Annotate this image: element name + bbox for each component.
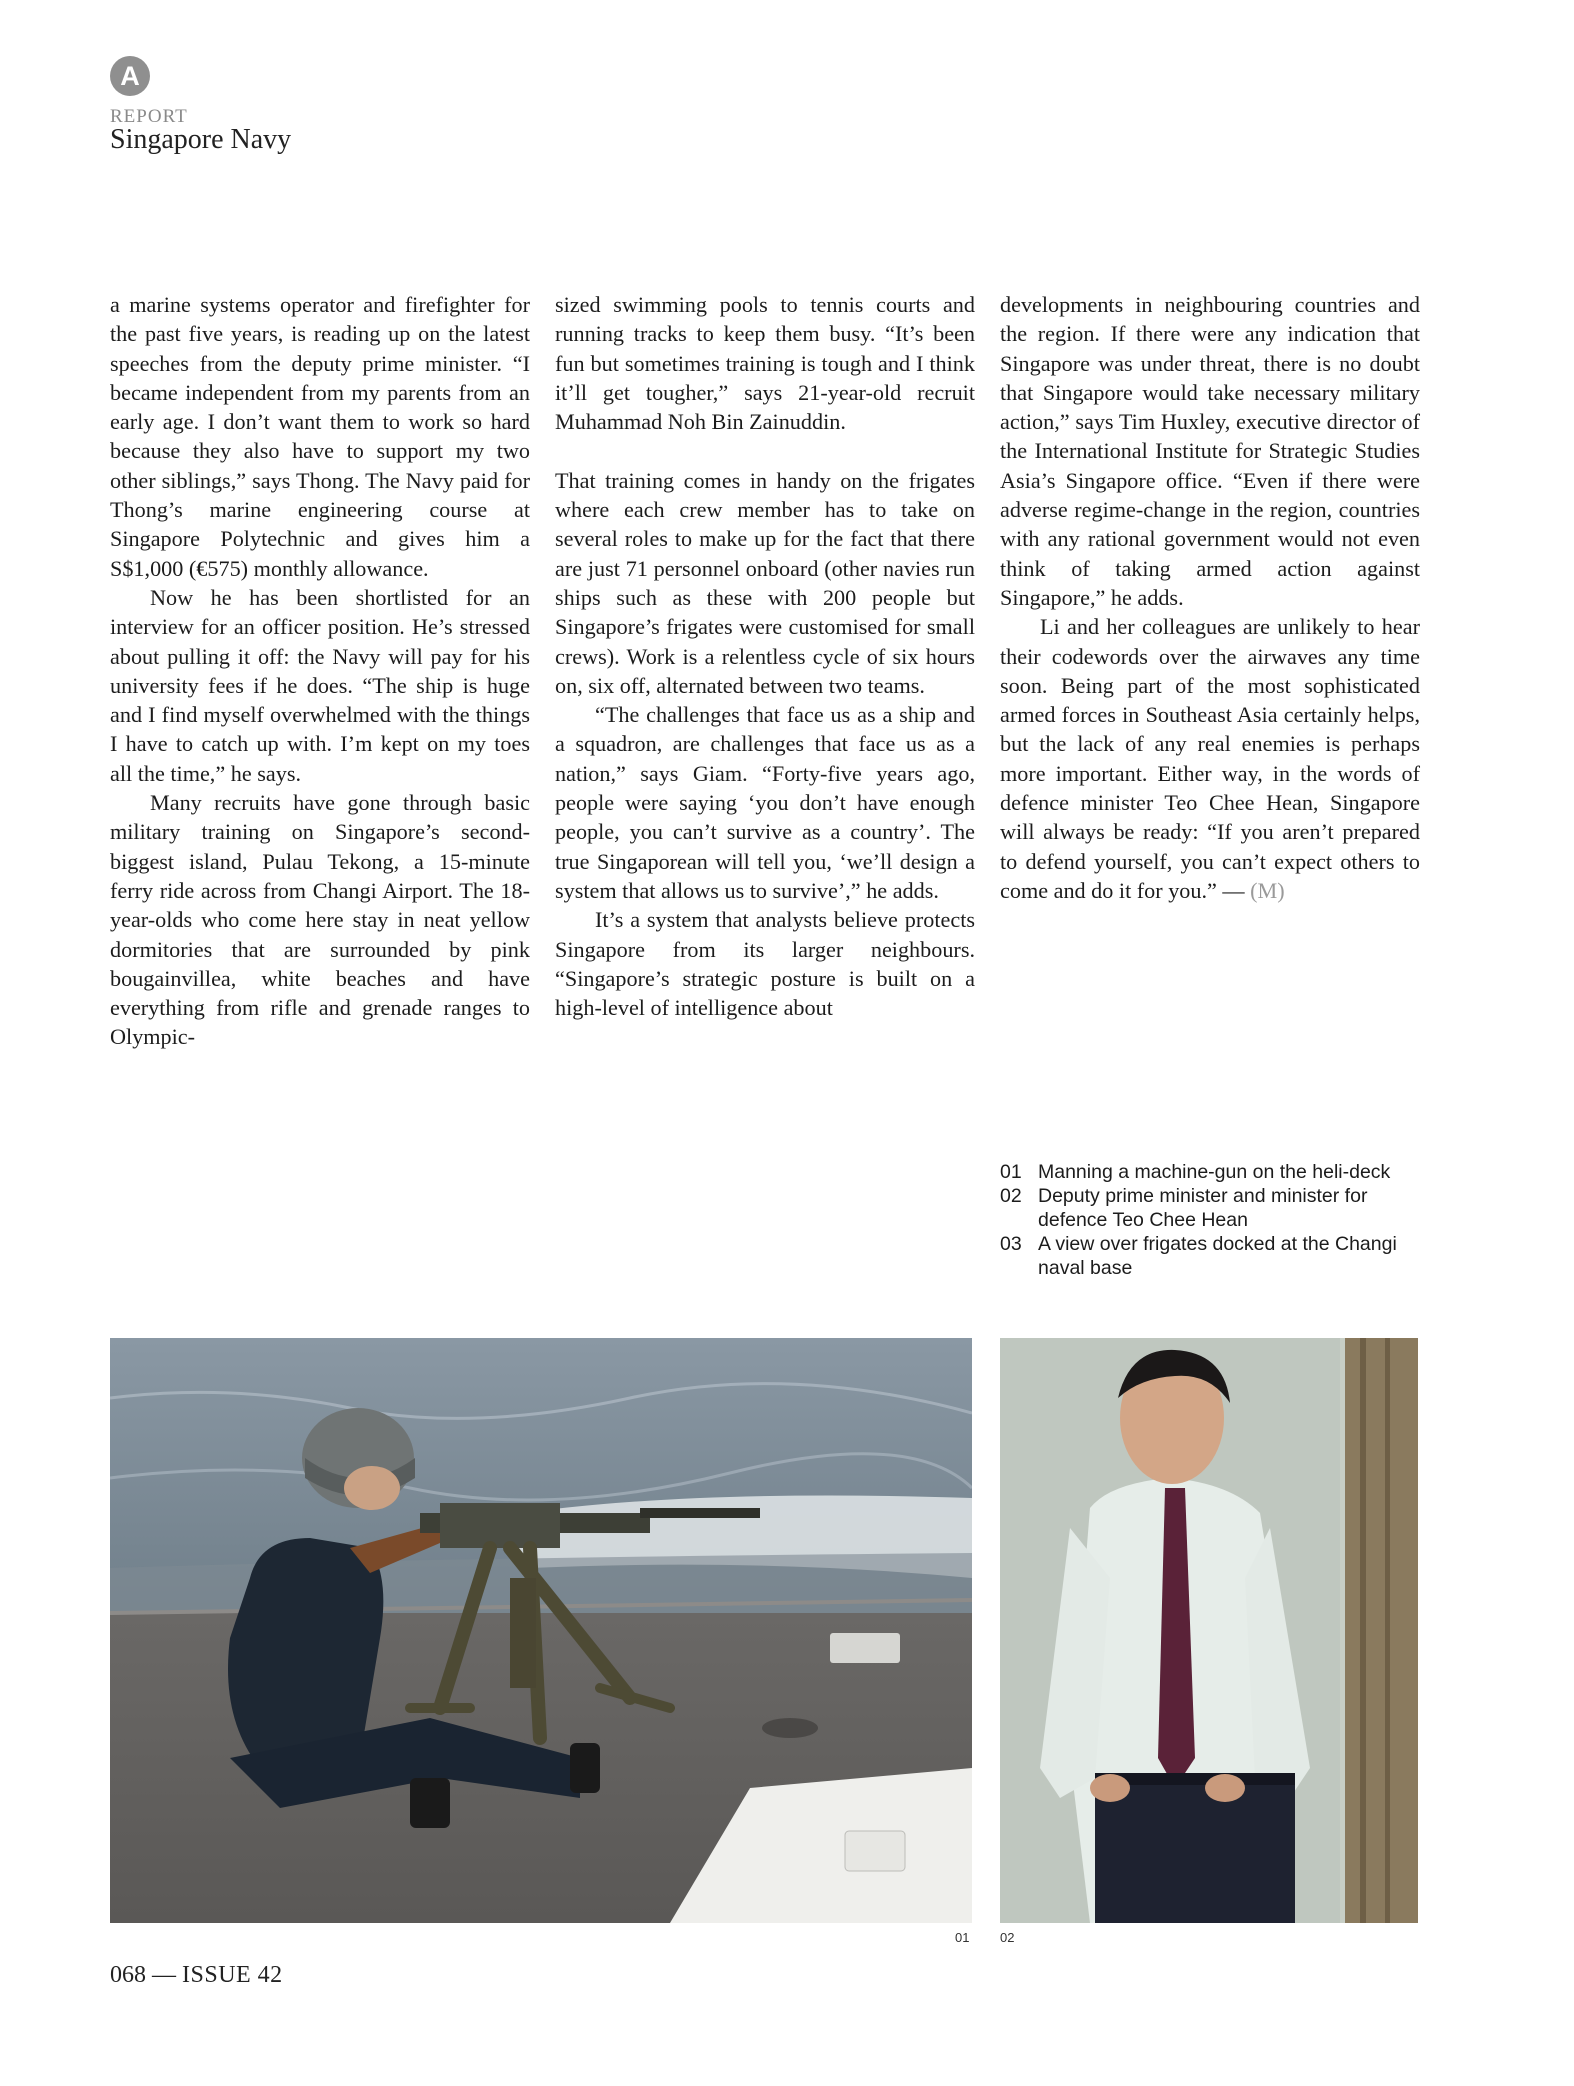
section-badge: A xyxy=(110,56,150,96)
caption-item xyxy=(1000,1232,1420,1280)
section-kicker: REPORT xyxy=(110,106,188,127)
paragraph: a marine systems operator and firefighter for the past five years, is reading up on the latest speeches from the deputy prime minister. “I became independent from my parents from an early age. I don’t want them to work so hard because they also have to support my two other siblings,” says Thong. The Navy paid for Thong’s marine engineering course at Singapore Polytechnic and gives him a S$1,000 (€575) monthly allowance. xyxy=(110,292,530,581)
article-column-3 xyxy=(1000,290,1420,905)
caption-number: 02 xyxy=(1000,1185,1022,1207)
paragraph: Now he has been shortlisted for an interview for an officer position. He’s stressed about pulling it off: the Navy will pay for his university fees if he does. “The ship is huge and I find myself overwhelmed with the things I have to catch up with. I’m kept on my toes all the time,” he says. xyxy=(110,584,530,786)
photo-sailor-machine-gun xyxy=(110,1338,972,1923)
paragraph: Many recruits have gone through basic military training on Singapore’s second-biggest island, Pulau Tekong, a 15-minute ferry ride across from Changi Airport. The 18-year-olds who come here stay in neat yellow dormitories that are surrounded by pink bougainvillea, white beaches and have everything from rifle and grenade ranges to Olympic- xyxy=(110,790,530,1050)
article-column-1 xyxy=(110,290,530,1052)
paragraph xyxy=(1000,612,1420,905)
caption-text: Manning a machine-gun on the heli-deck xyxy=(1038,1161,1391,1183)
section-title: Singapore Navy xyxy=(110,124,292,155)
photo-teo-chee-hean xyxy=(1000,1338,1418,1923)
photo-captions xyxy=(1000,1160,1420,1280)
article-column-2 xyxy=(555,290,975,1022)
caption-item xyxy=(1000,1184,1420,1232)
page-number: 068 xyxy=(110,1962,146,1988)
photo-number: 01 xyxy=(955,1930,970,1945)
page-footer xyxy=(110,1962,283,1989)
caption-number: 01 xyxy=(1000,1161,1022,1183)
caption-text: A view over frigates docked at the Changi naval base xyxy=(1038,1233,1397,1279)
photo-number: 02 xyxy=(1000,1930,1015,1945)
footer-separator: — xyxy=(152,1962,176,1988)
caption-number: 03 xyxy=(1000,1233,1022,1255)
author-byline: (M) xyxy=(1250,877,1285,903)
caption-item xyxy=(1000,1160,1420,1184)
caption-text: Deputy prime minister and minister for defence Teo Chee Hean xyxy=(1038,1185,1368,1231)
paragraph: “The challenges that face us as a ship and a squadron, are challenges that face us as a nation,” says Giam. “Forty-five years ago, people were saying ‘you don’t have enough people, you can’t survive as a country’. The true Singaporean will tell you, ‘we’ll design a system that allows us to survive’,” he adds. xyxy=(555,702,975,903)
paragraph: developments in neighbouring countries and the region. If there were any indication that Singapore was under threat, there is no doubt that Singapore would take necessary military action,” says Tim Huxley, executive director of the International Institute for Strategic Studies Asia’s Singapore office. “Even if there were adverse regime-change in the region, countries with any rational government would not even think of taking armed action against Singapore,” he adds. xyxy=(1000,292,1420,610)
paragraph: sized swimming pools to tennis courts and running tracks to keep them busy. “It’s been fun but sometimes training is tough and I think it’ll get tougher,” says 21-year-old recruit Muhammad Noh Bin Zainuddin. xyxy=(555,292,975,435)
paragraph-text: Li and her colleagues are unlikely to hear their codewords over the airwaves any time soon. Being part of the most sophisticated armed forces in Southeast Asia certainly helps, but the lack of any real enemies is perhaps more important. Either way, in the words of defence minister Teo Chee Hean, Singapore will always be ready: “If you aren’t prepared to defend yourself, you can’t expect others to come and do it for you.” — xyxy=(1000,614,1420,903)
issue-label: ISSUE 42 xyxy=(182,1962,283,1988)
paragraph: That training comes in handy on the frigates where each crew member has to take on several roles to make up for the fact that there are just 71 personnel onboard (other navies run ships such as these with 200 people but Singapore’s frigates were customised for small crews). Work is a relentless cycle of six hours on, six off, alternated between two teams. xyxy=(555,467,975,698)
paragraph: It’s a system that analysts believe protects Singapore from its larger neighbours. “Singapore’s strategic posture is built on a high-level of intelligence about xyxy=(555,907,975,1021)
